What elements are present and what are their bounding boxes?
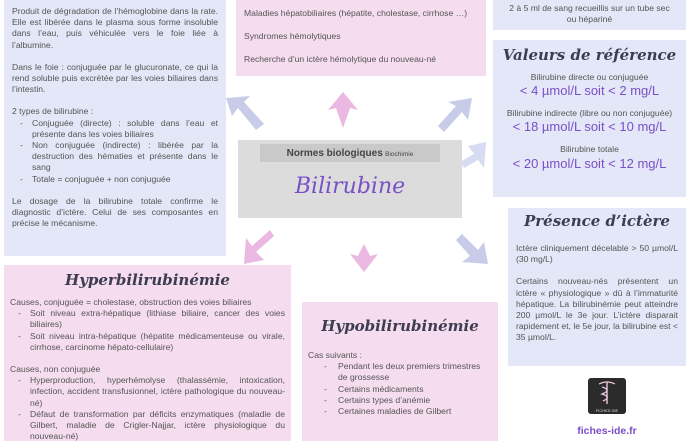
reference-label: Bilirubine indirecte (libre ou non conjuguée) xyxy=(506,108,673,119)
reference-value: < 18 µmol/L soit < 10 mg/L xyxy=(512,119,667,135)
hyper-nonconj-item: - Hyperproduction, hyperhémolyse (thalassémie, intoxication, infection, accident transfusionnel, ictère pathologique du nouveau-né) xyxy=(18,375,285,408)
hyper-box xyxy=(4,265,291,441)
hyper-title: Hyperbilirubinémie xyxy=(65,271,230,289)
type-item: - Conjuguée (directe) : soluble dans l’eau et présente dans les voies biliaires xyxy=(20,117,218,139)
hypo-title: Hypobilirubinémie xyxy=(321,317,479,335)
ictere-title: Présence d’ictère xyxy=(524,212,670,230)
page-title: Bilirubine xyxy=(294,174,406,199)
reference-value: < 20 µmol/L soit < 12 mg/L xyxy=(512,155,667,171)
normes-header xyxy=(260,144,440,162)
hyper-conj-item: - Soit niveau extra-hépatique (lithiase biliaire, cancer des voies biliaires) xyxy=(18,308,285,330)
prelevement-box xyxy=(493,0,686,30)
arrow-up-icon xyxy=(328,92,358,128)
type-item: - Totale = conjuguée + non conjuguée xyxy=(20,173,171,184)
site-link[interactable]: fiches-ide.fr xyxy=(577,425,637,437)
hyper-nonconj-item: - Défaut de transformation par déficits enzymatiques (maladie de Gilbert, maladie de Crigler-Najjar, ictère physiologique du nouveau-né) xyxy=(18,408,285,441)
brand-logo xyxy=(588,378,626,414)
center-card xyxy=(238,140,462,218)
normes-label: Normes biologiques xyxy=(286,148,383,159)
indications-box xyxy=(236,0,486,76)
type-item: - Non conjuguée (indirecte) : libérée par la destruction des hématies et présente dans le sang xyxy=(20,140,218,173)
ictere-threshold: Ictère cliniquement décelable > 50 µmol/L (30 mg/L) xyxy=(516,243,678,265)
indication-item: Syndromes hémolytiques xyxy=(244,31,341,42)
definition-intro: Produit de dégradation de l’hémoglobine dans la rate. Elle est libérée dans le plasma sous forme insoluble dans l’eau, puis véhiculée vers le foie liée à l’albumine. xyxy=(12,6,218,50)
caduceus-icon xyxy=(588,378,626,406)
hypo-item: - Certains types d’anémie xyxy=(324,394,431,405)
prelevement-text: 2 à 5 ml de sang recueillis sur un tube sec ou hépariné xyxy=(509,3,670,25)
arrow-down-left-icon xyxy=(244,230,274,264)
hypo-item: - Certaines maladies de Gilbert xyxy=(324,406,452,417)
dosage-text: Le dosage de la bilirubine totale confirme le diagnostic d’ictère. Celui de ses composantes en précise le mécanisme. xyxy=(12,195,218,229)
indication-item: Maladies hépatobiliaires (hépatite, cholestase, cirrhose …) xyxy=(244,8,468,18)
definition-liver: Dans le foie : conjuguée par le glucuronate, ce qui la rend soluble puis excrétée par les voies biliaires dans l’intestin. xyxy=(12,61,218,95)
ictere-newborn: Certains nouveau-nés présentent un ictère « physiologique » dû à l’immaturité hépatique. La bilirubinémie peut atteindre 200 µmol/L le 3e jour. L’ictère disparait rapidement et, le 5e jour, la bilirubine est < 35 µmol/L. xyxy=(516,276,678,343)
arrow-down-icon xyxy=(350,244,378,272)
arrow-down-right-icon xyxy=(456,232,488,264)
hyper-conj-item: - Soit niveau intra-hépatique (hépatite médicamenteuse ou virale, cirrhose, carcinome hépato-cellulaire) xyxy=(18,330,285,352)
hypo-box xyxy=(302,302,498,441)
category-label: Biochimie xyxy=(385,151,414,158)
types-title: 2 types de bilirubine : xyxy=(12,106,94,117)
logo-text: FICHES IDE xyxy=(595,408,619,413)
definition-box xyxy=(4,0,226,256)
indication-item: Recherche d’un ictère hémolytique du nouveau-né xyxy=(244,54,437,65)
hypo-item: - Certains médicaments xyxy=(324,383,424,394)
hyper-causes-nonconj: Causes, non conjuguée xyxy=(10,364,101,375)
arrow-right-icon xyxy=(460,142,486,168)
reference-label: Bilirubine totale xyxy=(560,144,619,155)
arrow-up-left-icon xyxy=(226,96,264,130)
arrow-up-right-icon xyxy=(438,98,472,132)
reference-label: Bilirubine directe ou conjuguée xyxy=(530,72,649,82)
ictere-box xyxy=(508,208,686,366)
hyper-causes-conj: Causes, conjuguée = cholestase, obstruction des voies biliaires xyxy=(10,297,252,307)
hypo-item: - Pendant les deux premiers trimestres de grossesse xyxy=(324,361,481,383)
reference-box xyxy=(493,40,686,197)
reference-title: Valeurs de référence xyxy=(502,46,677,64)
hypo-intro: Cas suivants : xyxy=(308,350,362,360)
reference-value: < 4 µmol/L soit < 2 mg/L xyxy=(519,83,660,99)
